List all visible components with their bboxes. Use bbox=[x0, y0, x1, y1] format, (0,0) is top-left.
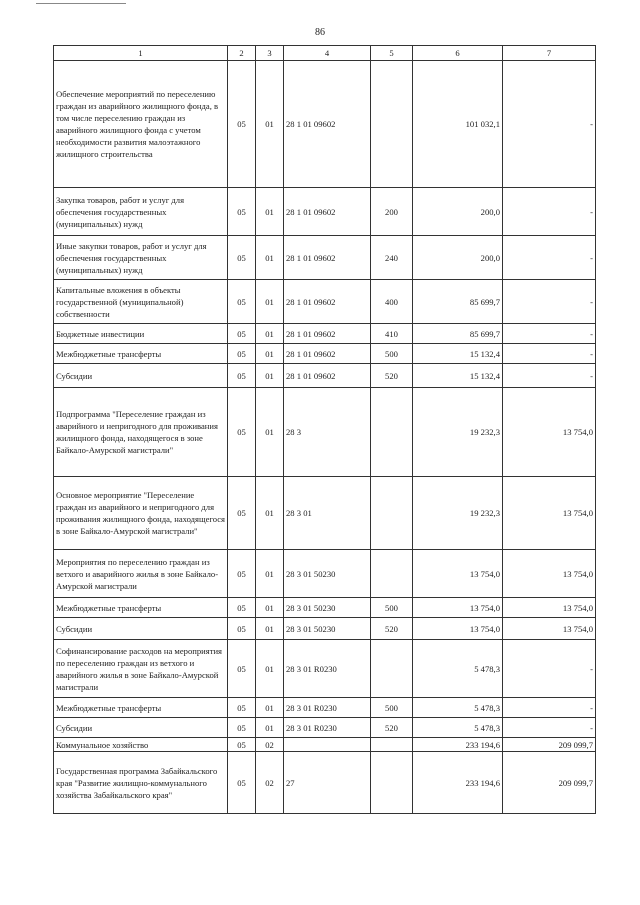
row-chapter: 05 bbox=[228, 640, 256, 698]
header-cell: 1 bbox=[54, 46, 228, 61]
row-value-2: - bbox=[503, 718, 596, 738]
row-csr: 28 1 01 09602 bbox=[284, 188, 371, 236]
row-value-1: 15 132,4 bbox=[413, 364, 503, 388]
row-name: Субсидии bbox=[54, 618, 228, 640]
row-expense-type bbox=[371, 550, 413, 598]
table-header-row bbox=[54, 46, 596, 61]
row-expense-type bbox=[371, 61, 413, 188]
row-subchapter: 01 bbox=[256, 618, 284, 640]
row-value-2: 13 754,0 bbox=[503, 477, 596, 550]
budget-table bbox=[53, 45, 596, 814]
row-chapter: 05 bbox=[228, 388, 256, 477]
row-expense-type: 500 bbox=[371, 344, 413, 364]
table-row bbox=[54, 752, 596, 814]
header-cell: 3 bbox=[256, 46, 284, 61]
row-subchapter: 01 bbox=[256, 61, 284, 188]
row-value-1: 15 132,4 bbox=[413, 344, 503, 364]
row-csr: 28 1 01 09602 bbox=[284, 324, 371, 344]
row-name: Капитальные вложения в объекты государственной (муниципальной) собственности bbox=[54, 280, 228, 324]
header-cell: 2 bbox=[228, 46, 256, 61]
row-value-2: - bbox=[503, 188, 596, 236]
table-row bbox=[54, 364, 596, 388]
row-chapter: 05 bbox=[228, 598, 256, 618]
row-subchapter: 01 bbox=[256, 477, 284, 550]
row-subchapter: 01 bbox=[256, 718, 284, 738]
row-name: Государственная программа Забайкальского края "Развитие жилищно-коммунального хозяйства Забайкальского края" bbox=[54, 752, 228, 814]
header-cell: 7 bbox=[503, 46, 596, 61]
table-row bbox=[54, 344, 596, 364]
row-subchapter: 01 bbox=[256, 698, 284, 718]
row-value-1: 233 194,6 bbox=[413, 738, 503, 752]
table-row bbox=[54, 61, 596, 188]
table-row bbox=[54, 718, 596, 738]
row-subchapter: 01 bbox=[256, 550, 284, 598]
row-chapter: 05 bbox=[228, 364, 256, 388]
table-row bbox=[54, 640, 596, 698]
header-cell: 4 bbox=[284, 46, 371, 61]
table-row bbox=[54, 698, 596, 718]
row-subchapter: 01 bbox=[256, 188, 284, 236]
row-value-2: - bbox=[503, 61, 596, 188]
row-expense-type: 520 bbox=[371, 364, 413, 388]
row-value-1: 200,0 bbox=[413, 236, 503, 280]
row-expense-type bbox=[371, 752, 413, 814]
row-value-1: 13 754,0 bbox=[413, 618, 503, 640]
table-row bbox=[54, 618, 596, 640]
row-value-2: 13 754,0 bbox=[503, 598, 596, 618]
row-subchapter: 01 bbox=[256, 344, 284, 364]
row-name: Подпрограмма "Переселение граждан из аварийного и непригодного для проживания жилищного фонда, находящегося в зоне Байкало-Амурской магистрали" bbox=[54, 388, 228, 477]
row-csr: 28 1 01 09602 bbox=[284, 280, 371, 324]
row-expense-type bbox=[371, 640, 413, 698]
row-subchapter: 01 bbox=[256, 598, 284, 618]
row-subchapter: 01 bbox=[256, 364, 284, 388]
row-value-2: - bbox=[503, 236, 596, 280]
row-subchapter: 02 bbox=[256, 738, 284, 752]
row-chapter: 05 bbox=[228, 280, 256, 324]
row-chapter: 05 bbox=[228, 236, 256, 280]
row-csr: 28 3 01 bbox=[284, 477, 371, 550]
row-value-1: 13 754,0 bbox=[413, 550, 503, 598]
row-csr: 28 3 01 R0230 bbox=[284, 698, 371, 718]
row-chapter: 05 bbox=[228, 344, 256, 364]
row-subchapter: 01 bbox=[256, 388, 284, 477]
row-chapter: 05 bbox=[228, 324, 256, 344]
row-value-2: 13 754,0 bbox=[503, 550, 596, 598]
row-name: Основное мероприятие "Переселение граждан из аварийного и непригодного для проживания жилищного фонда, находящегося в зоне Байкало-Амурской магистрали" bbox=[54, 477, 228, 550]
row-subchapter: 01 bbox=[256, 640, 284, 698]
row-value-2: - bbox=[503, 640, 596, 698]
row-expense-type: 500 bbox=[371, 698, 413, 718]
row-csr: 28 3 01 50230 bbox=[284, 598, 371, 618]
row-expense-type: 520 bbox=[371, 618, 413, 640]
row-value-1: 5 478,3 bbox=[413, 698, 503, 718]
row-value-2: 13 754,0 bbox=[503, 388, 596, 477]
row-name: Обеспечение мероприятий по переселению граждан из аварийного жилищного фонда, в том числе переселению граждан из аварийного жилищного фонда с учетом необходимости развития малоэтажного жилищного строительства bbox=[54, 61, 228, 188]
row-csr: 28 3 01 50230 bbox=[284, 550, 371, 598]
row-value-1: 85 699,7 bbox=[413, 280, 503, 324]
row-name: Межбюджетные трансферты bbox=[54, 698, 228, 718]
row-expense-type: 240 bbox=[371, 236, 413, 280]
row-subchapter: 01 bbox=[256, 324, 284, 344]
table-row bbox=[54, 236, 596, 280]
row-expense-type: 200 bbox=[371, 188, 413, 236]
corner-rule bbox=[36, 3, 126, 4]
row-chapter: 05 bbox=[228, 477, 256, 550]
row-name: Софинансирование расходов на мероприятия по переселению граждан из ветхого и аварийного жилья в зоне Байкало-Амурской магистрали bbox=[54, 640, 228, 698]
row-chapter: 05 bbox=[228, 550, 256, 598]
row-chapter: 05 bbox=[228, 188, 256, 236]
row-expense-type bbox=[371, 388, 413, 477]
row-chapter: 05 bbox=[228, 718, 256, 738]
row-csr: 28 1 01 09602 bbox=[284, 236, 371, 280]
row-expense-type: 400 bbox=[371, 280, 413, 324]
row-expense-type bbox=[371, 477, 413, 550]
row-subchapter: 01 bbox=[256, 236, 284, 280]
row-name: Субсидии bbox=[54, 364, 228, 388]
row-subchapter: 02 bbox=[256, 752, 284, 814]
row-value-2: - bbox=[503, 344, 596, 364]
row-csr bbox=[284, 738, 371, 752]
row-csr: 28 1 01 09602 bbox=[284, 61, 371, 188]
row-csr: 28 3 01 50230 bbox=[284, 618, 371, 640]
row-expense-type: 500 bbox=[371, 598, 413, 618]
table-row bbox=[54, 550, 596, 598]
row-expense-type bbox=[371, 738, 413, 752]
row-value-2: 13 754,0 bbox=[503, 618, 596, 640]
row-name: Бюджетные инвестиции bbox=[54, 324, 228, 344]
row-chapter: 05 bbox=[228, 698, 256, 718]
row-subchapter: 01 bbox=[256, 280, 284, 324]
row-value-1: 19 232,3 bbox=[413, 388, 503, 477]
row-name: Мероприятия по переселению граждан из ветхого и аварийного жилья в зоне Байкало-Амурской магистрали bbox=[54, 550, 228, 598]
row-value-1: 233 194,6 bbox=[413, 752, 503, 814]
row-chapter: 05 bbox=[228, 752, 256, 814]
row-name: Межбюджетные трансферты bbox=[54, 344, 228, 364]
header-cell: 5 bbox=[371, 46, 413, 61]
table-row bbox=[54, 324, 596, 344]
row-value-2: - bbox=[503, 698, 596, 718]
row-value-1: 200,0 bbox=[413, 188, 503, 236]
row-value-2: - bbox=[503, 280, 596, 324]
row-value-1: 19 232,3 bbox=[413, 477, 503, 550]
row-value-2: - bbox=[503, 324, 596, 344]
row-chapter: 05 bbox=[228, 738, 256, 752]
row-chapter: 05 bbox=[228, 618, 256, 640]
row-csr: 28 1 01 09602 bbox=[284, 344, 371, 364]
row-value-1: 101 032,1 bbox=[413, 61, 503, 188]
row-value-1: 13 754,0 bbox=[413, 598, 503, 618]
row-value-1: 5 478,3 bbox=[413, 718, 503, 738]
table-row bbox=[54, 388, 596, 477]
table-row bbox=[54, 738, 596, 752]
row-name: Коммунальное хозяйство bbox=[54, 738, 228, 752]
header-cell: 6 bbox=[413, 46, 503, 61]
table-row bbox=[54, 477, 596, 550]
row-csr: 28 3 01 R0230 bbox=[284, 718, 371, 738]
row-value-2: 209 099,7 bbox=[503, 752, 596, 814]
row-csr: 28 1 01 09602 bbox=[284, 364, 371, 388]
row-csr: 27 bbox=[284, 752, 371, 814]
row-name: Субсидии bbox=[54, 718, 228, 738]
row-name: Иные закупки товаров, работ и услуг для обеспечения государственных (муниципальных) нужд bbox=[54, 236, 228, 280]
row-value-1: 85 699,7 bbox=[413, 324, 503, 344]
table-row bbox=[54, 188, 596, 236]
row-expense-type: 520 bbox=[371, 718, 413, 738]
row-csr: 28 3 bbox=[284, 388, 371, 477]
table-row bbox=[54, 280, 596, 324]
page-number: 86 bbox=[315, 27, 325, 38]
row-value-2: 209 099,7 bbox=[503, 738, 596, 752]
row-csr: 28 3 01 R0230 bbox=[284, 640, 371, 698]
row-value-1: 5 478,3 bbox=[413, 640, 503, 698]
row-name: Межбюджетные трансферты bbox=[54, 598, 228, 618]
row-value-2: - bbox=[503, 364, 596, 388]
row-name: Закупка товаров, работ и услуг для обеспечения государственных (муниципальных) нужд bbox=[54, 188, 228, 236]
row-chapter: 05 bbox=[228, 61, 256, 188]
row-expense-type: 410 bbox=[371, 324, 413, 344]
table-row bbox=[54, 598, 596, 618]
